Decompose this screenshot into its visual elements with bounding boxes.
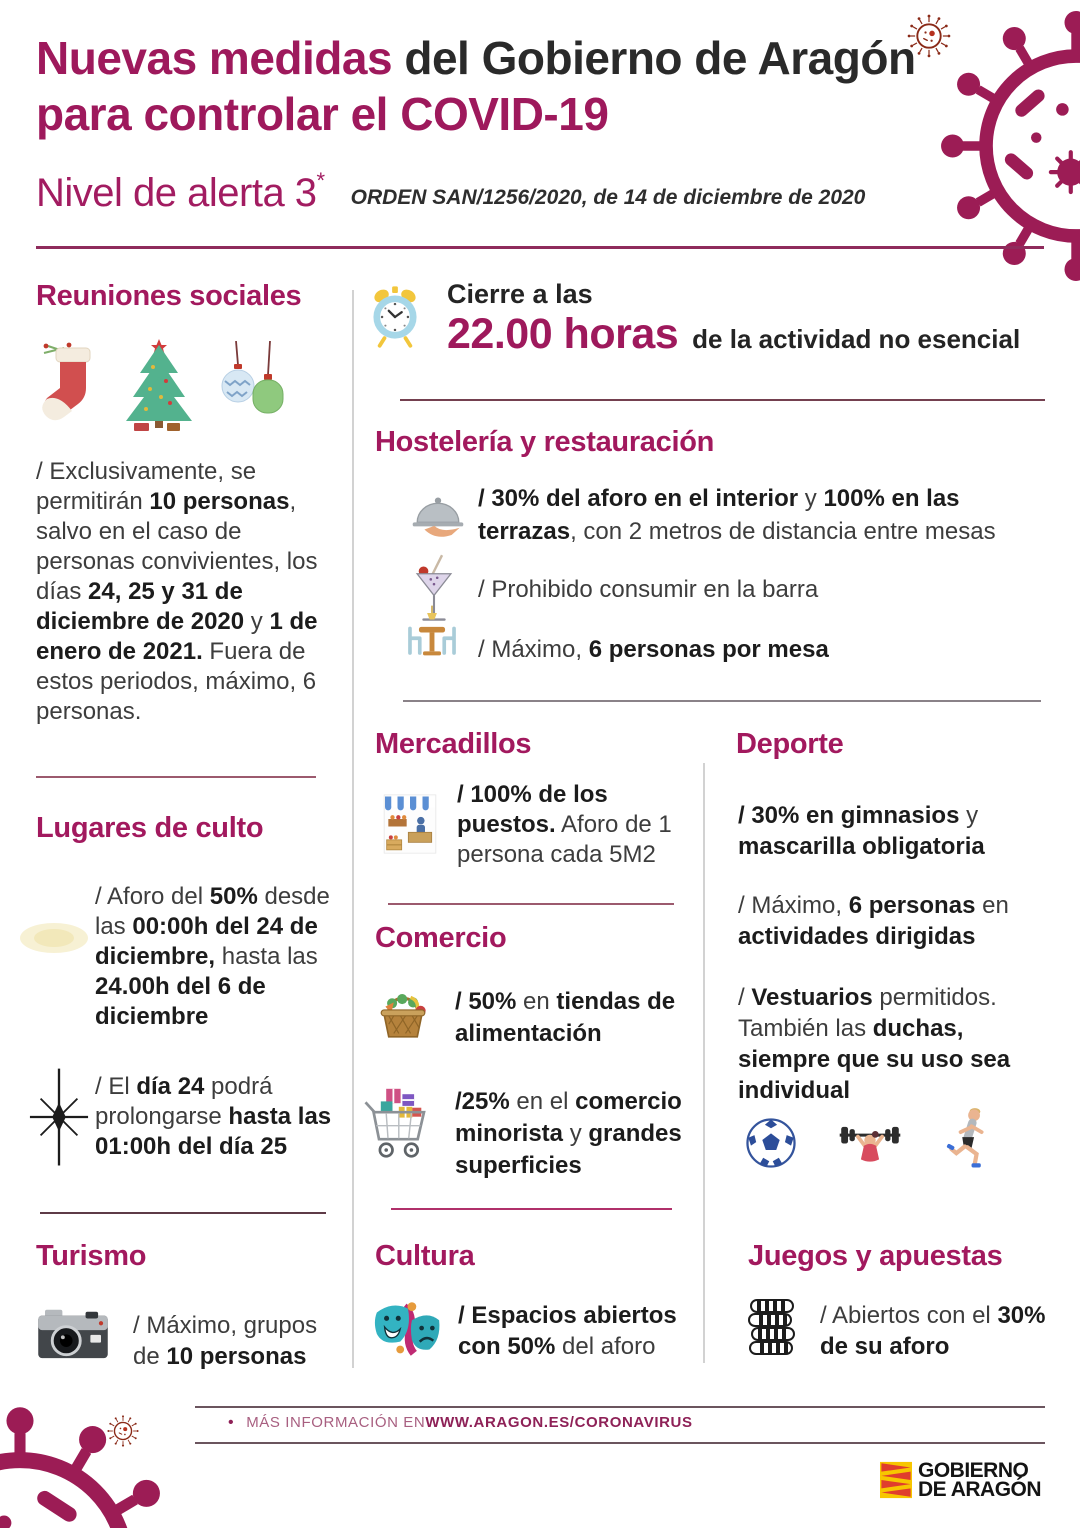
candle-glow-icon	[18, 918, 90, 958]
juegos-heading: Juegos y apuestas	[748, 1240, 1003, 1272]
reuniones-divider	[36, 776, 316, 778]
runner-icon	[944, 1106, 994, 1170]
closure-divider	[400, 399, 1045, 401]
table-chairs-icon	[400, 604, 464, 666]
closure-time: 22.00 horas	[447, 310, 679, 358]
comercio-heading: Comercio	[375, 922, 507, 954]
footer-label: MÁS INFORMACIÓN EN	[246, 1414, 426, 1431]
comercio-item-2: /25% en el comercio minorista y grandes superficies	[455, 1088, 682, 1179]
section-juegos-y-apuestas	[748, 1240, 1048, 1360]
closure-line2	[447, 310, 1047, 359]
footer-info	[228, 1414, 693, 1432]
footer-url: WWW.ARAGON.ES/CORONAVIRUS	[425, 1414, 693, 1431]
closure-tail: de la actividad no esencial	[692, 324, 1021, 354]
theater-masks-icon	[371, 1292, 445, 1368]
shopping-cart-icon	[361, 1084, 433, 1162]
lugares-item-1: / Aforo del 50% desde las 00:00h del 24 de diciembre, hasta las 24.00h del 6 de diciembre	[95, 883, 330, 1030]
hosteleria-item-2: / Prohibido consumir en la barra	[478, 576, 819, 603]
section-hosteleria	[375, 426, 1050, 696]
logo-text	[918, 1461, 1041, 1499]
reuniones-heading: Reuniones sociales	[36, 280, 302, 312]
hosteleria-heading: Hostelería y restauración	[375, 426, 715, 458]
title-accent-2: para controlar el COVID-19	[36, 88, 609, 141]
christmas-tree-icon	[120, 337, 198, 431]
mercadillos-item: / 100% de los puestos. Aforo de 1 persona cada 5M2	[457, 781, 672, 868]
title-plain: del Gobierno de Aragón	[392, 32, 916, 84]
camera-icon	[36, 1304, 110, 1360]
deporte-heading: Deporte	[736, 728, 844, 760]
bethlehem-star-icon	[28, 1066, 90, 1168]
weightlifter-icon	[828, 1120, 912, 1170]
header-divider	[36, 246, 1044, 249]
left-column-divider	[352, 290, 354, 1368]
turismo-item: / Máximo, grupos de 10 personas	[133, 1312, 318, 1370]
section-comercio	[375, 922, 682, 1202]
deporte-icons-row	[736, 1106, 1046, 1170]
stocking-icon	[36, 339, 98, 431]
order-reference: ORDEN SAN/1256/2020, de 14 de diciembre de 2020	[350, 186, 866, 209]
section-mercadillos	[375, 728, 675, 868]
hosteleria-divider	[403, 700, 1041, 702]
comercio-item-1: / 50% en tiendas de alimentación	[455, 988, 676, 1047]
soccer-ball-icon	[744, 1116, 798, 1170]
alert-level-row	[36, 168, 865, 216]
cultura-heading: Cultura	[375, 1240, 475, 1272]
logo-line-2: DE ARAGÓN	[918, 1478, 1042, 1501]
page-title	[36, 30, 916, 142]
section-deporte	[736, 728, 1048, 1104]
title-accent-1: Nuevas medidas	[36, 32, 393, 84]
closure-line1: Cierre a las	[447, 279, 593, 309]
section-turismo	[36, 1240, 341, 1370]
mercadillos-divider	[388, 903, 674, 905]
reuniones-body: / Exclusivamente, se permitirán 10 personas, salvo en el caso de personas convivientes, los días 24, 25 y 31 de diciembre de 2020 y 1 de enero de 2021. Fuera de estos periodos, máximo, 6 personas.	[36, 458, 318, 725]
footer-divider-bottom	[195, 1442, 1045, 1444]
alert-level: Nivel de alerta 3*	[36, 168, 325, 215]
deporte-item-2: / Máximo, 6 personas en actividades dirigidas	[738, 892, 1009, 950]
cultura-item: / Espacios abiertos con 50% del aforo	[458, 1302, 677, 1360]
logo-line-1: GOBIERNO	[918, 1459, 1029, 1482]
right-column-divider	[703, 763, 705, 1363]
coronavirus-small-bottom-icon	[104, 1412, 142, 1450]
section-reuniones-sociales	[36, 280, 338, 727]
christmas-icons-row	[36, 333, 338, 431]
section-lugares-de-culto	[36, 812, 342, 1212]
market-stall-icon	[383, 794, 437, 854]
hosteleria-item-1: / 30% del aforo en el interior y 100% en las terrazas, con 2 metros de distancia entre mesas	[478, 485, 996, 545]
aragon-flag-icon	[880, 1461, 912, 1499]
footer-divider-top	[195, 1406, 1045, 1408]
juegos-item: / Abiertos con el 30% de su aforo	[820, 1302, 1046, 1360]
turismo-heading: Turismo	[36, 1240, 147, 1272]
hosteleria-item-3: / Máximo, 6 personas por mesa	[478, 636, 829, 663]
ornaments-icon	[220, 341, 284, 431]
section-cultura	[375, 1240, 690, 1360]
cloche-icon	[408, 488, 468, 544]
alert-asterisk: *	[316, 168, 325, 193]
coronavirus-large-bottom-icon	[0, 1406, 180, 1528]
turismo-divider	[40, 1212, 326, 1214]
deporte-item-3: / Vestuarios permitidos. También las duchas, siempre que su uso sea individual	[738, 984, 1011, 1104]
lugares-item-2: / El día 24 podrá prolongarse hasta las 01:00h del día 25	[95, 1073, 332, 1160]
coronavirus-large-icon	[940, 10, 1080, 282]
mercadillos-heading: Mercadillos	[375, 728, 532, 760]
footer-bullet: •	[228, 1414, 235, 1431]
deporte-item-1: / 30% en gimnasios y mascarilla obligatoria	[738, 802, 985, 860]
gobierno-de-aragon-logo	[880, 1461, 1041, 1499]
poker-chips-icon	[748, 1298, 796, 1360]
closure-banner	[447, 279, 1047, 359]
lugares-heading: Lugares de culto	[36, 812, 264, 844]
alarm-clock-icon	[372, 281, 418, 353]
comercio-divider	[391, 1208, 672, 1210]
grocery-basket-icon	[377, 988, 429, 1042]
